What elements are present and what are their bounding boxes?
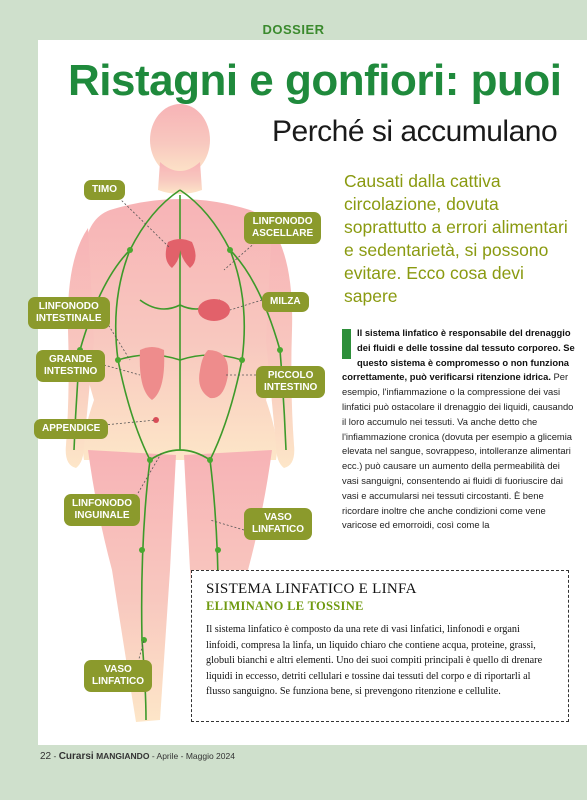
- info-box-subtitle: ELIMINANO LE TOSSINE: [206, 599, 364, 613]
- info-box: [191, 570, 569, 722]
- section-tag: DOSSIER: [262, 22, 325, 37]
- label-linfonodo-ascellare: LINFONODO ASCELLARE: [244, 212, 321, 244]
- label-linfonodo-inguinale: LINFONODO INGUINALE: [64, 494, 140, 526]
- label-vaso-linfatico-lower: VASO LINFATICO: [84, 660, 152, 692]
- magazine-brand-secondary: MANGIANDO: [96, 751, 150, 761]
- magazine-brand: Curarsi: [58, 751, 94, 762]
- label-milza: MILZA: [262, 292, 309, 312]
- spleen-organ: [198, 299, 230, 321]
- label-piccolo-intestino: PICCOLO INTESTINO: [256, 366, 325, 398]
- label-linfonodo-intestinale: LINFONODO INTESTINALE: [28, 297, 110, 329]
- label-grande-intestino: GRANDE INTESTINO: [36, 350, 105, 382]
- label-vaso-linfatico-upper: VASO LINFATICO: [244, 508, 312, 540]
- article-bold-intro: Il sistema linfatico è responsabile del drenaggio dei fluidi e delle tossine dal tessuto corporeo. Se questo sistema è compromesso o non funziona correttamente, può verificarsi ritenzione idrica.: [342, 327, 575, 383]
- label-appendice: APPENDICE: [34, 419, 108, 439]
- info-box-text: Il sistema linfatico è composto da una rete di vasi linfatici, linfonodi e organi linfoidi, compresa la linfa, un liquido chiaro che contiene acqua, proteine, grassi, globuli bianchi e altri elementi. Uno dei suoi compiti principali è quello di drenare liquidi in eccesso, detriti cellulari e tossine dai tessuti del corpo e di riportarli al flusso sanguigno. Se funziona bene, si prevengono ritenzione e cellulite.: [206, 624, 543, 697]
- page-subtitle: Perché si accumulano: [272, 115, 558, 148]
- page-title: Ristagni e gonfiori: puoi: [68, 56, 562, 105]
- page-number: 22: [40, 751, 52, 762]
- label-timo: TIMO: [84, 180, 125, 200]
- article-body: [342, 326, 577, 533]
- issue-date: - Aprile - Maggio 2024: [151, 751, 235, 761]
- page-footer: 22 - Curarsi MANGIANDO - Aprile - Maggio 2024: [40, 751, 235, 762]
- article-body-text: Per esempio, l'infiammazione o la compressione dei vasi linfatici può ostacolare il drenaggio dei liquidi, causando il loro accumulo nei tessuti. Va anche detto che l'infiammazione cronica (dovuta per esempio a glicemia elevata nel sangue, sovrappeso, intolleranze alimentari ecc.) può causare un aumento della permeabilità dei vasi sanguigni, consentendo ai fluidi di fuoriuscire dai vasi e accumularsi nei tessuti circostanti. È bene ricordare inoltre che anche condizioni come vene varicose ed emorroidi, così come la: [342, 371, 574, 531]
- drop-cap-bar: [342, 329, 351, 359]
- lead-paragraph: Causati dalla cattiva circolazione, dovuta soprattutto a errori alimentari e sedentarietà, si possono evitare. Ecco cosa devi sapere: [344, 171, 568, 306]
- info-box-title: SISTEMA LINFATICO E LINFA: [206, 581, 417, 597]
